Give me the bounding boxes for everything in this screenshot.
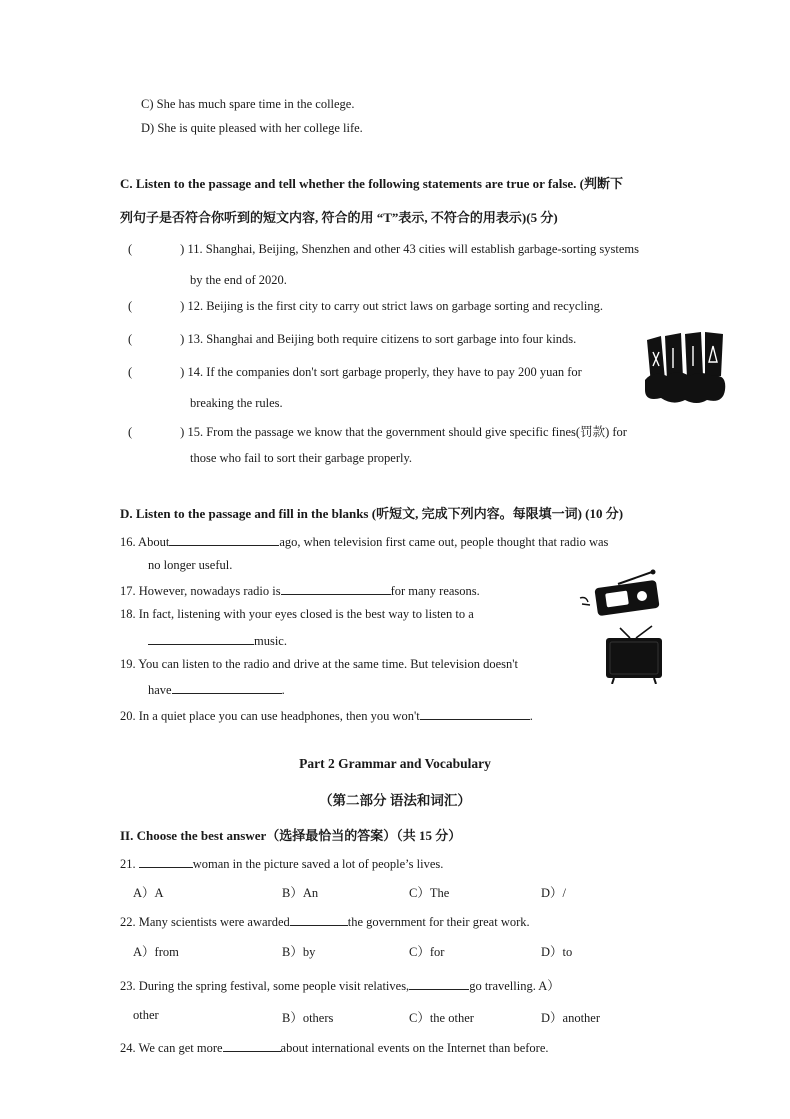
fill-blank[interactable]	[169, 533, 279, 546]
fill-item-18-cont: music.	[148, 632, 287, 649]
answer-blank[interactable]	[139, 855, 193, 868]
tf-item-15: ( ) 15. From the passage we know that the government should give specific fines(罚款) for	[128, 425, 627, 439]
tf-item-12: ( ) 12. Beijing is the first city to carry out strict laws on garbage sorting and recycling.	[128, 299, 603, 313]
fill-item-20: 20. In a quiet place you can use headphones, then you won't .	[120, 709, 533, 723]
question-23: 23. During the spring festival, some people visit relatives, go travelling. A）	[120, 979, 560, 993]
q23-option-a[interactable]: other	[133, 1008, 159, 1022]
option-d-prev: D) She is quite pleased with her college life.	[141, 121, 363, 135]
question-21: 21. woman in the picture saved a lot of people’s lives.	[120, 857, 444, 871]
tf-item-11-cont: by the end of 2020.	[190, 273, 287, 287]
q23-option-b[interactable]: B）others	[282, 1011, 334, 1025]
section-c-title-cn: 列句子是否符合你听到的短文内容, 符合的用 “T”表示, 不符合的用表示)(5 分)	[120, 210, 558, 225]
fill-item-17: 17. However, nowadays radio is for many reasons.	[120, 584, 480, 598]
answer-blank[interactable]	[409, 977, 469, 990]
television-icon	[600, 624, 666, 684]
q22-option-a[interactable]: A）from	[133, 945, 179, 959]
fill-item-16-cont: no longer useful.	[148, 558, 233, 572]
q22-option-c[interactable]: C）for	[409, 945, 445, 959]
q21-option-b[interactable]: B）An	[282, 886, 319, 900]
section-ii-title: II. Choose the best answer（选择最恰当的答案）（共 15 分）	[120, 828, 462, 843]
question-22: 22. Many scientists were awarded the government for their great work.	[120, 915, 530, 929]
q22-option-d[interactable]: D）to	[541, 945, 573, 959]
answer-blank[interactable]: (	[128, 332, 133, 346]
tf-item-14: ( ) 14. If the companies don't sort garbage properly, they have to pay 200 yuan for	[128, 365, 582, 379]
fill-blank[interactable]	[420, 707, 530, 720]
section-c-title: C. Listen to the passage and tell whether the following statements are true or false. (判断下	[120, 176, 623, 191]
fill-item-19-cont: have .	[148, 683, 285, 697]
tf-item-14-cont: breaking the rules.	[190, 396, 283, 410]
q21-option-d[interactable]: D）/	[541, 886, 567, 900]
q22-option-b[interactable]: B）by	[282, 945, 316, 959]
q23-option-c[interactable]: C）the other	[409, 1011, 474, 1025]
answer-blank[interactable]: (	[128, 299, 133, 313]
fill-item-16: 16. About ago, when television first came out, people thought that radio was	[120, 535, 609, 549]
tf-item-13: ( ) 13. Shanghai and Beijing both require citizens to sort garbage into four kinds.	[128, 332, 577, 346]
fill-item-19: 19. You can listen to the radio and drive at the same time. But television doesn't	[120, 657, 519, 671]
fill-blank[interactable]	[281, 582, 391, 595]
tf-item-15-cont: those who fail to sort their garbage properly.	[190, 451, 413, 465]
recycling-bins-icon	[643, 330, 727, 406]
section-d-title: D. Listen to the passage and fill in the blanks (听短文, 完成下列内容。每限填一词) (10 分)	[120, 506, 624, 521]
radio-icon	[578, 568, 664, 620]
q21-option-a[interactable]: A）A	[133, 886, 164, 900]
fill-blank[interactable]	[172, 681, 282, 694]
fill-blank[interactable]	[148, 632, 254, 645]
part2-subtitle: （第二部分 语法和词汇）	[319, 793, 471, 808]
q23-option-d[interactable]: D）another	[541, 1011, 601, 1025]
answer-blank[interactable]	[290, 913, 348, 926]
tf-item-11: ( ) 11. Shanghai, Beijing, Shenzhen and other 43 cities will establish garbage-sorting systems	[128, 242, 640, 256]
answer-blank[interactable]: (	[128, 242, 133, 256]
answer-blank[interactable]: (	[128, 425, 133, 439]
question-24: 24. We can get more about international events on the Internet than before.	[120, 1041, 549, 1055]
option-c-prev: C) She has much spare time in the college.	[141, 97, 355, 111]
fill-item-18: 18. In fact, listening with your eyes closed is the best way to listen to a	[120, 607, 474, 621]
answer-blank[interactable]: (	[128, 365, 133, 379]
answer-blank[interactable]	[223, 1039, 281, 1052]
q21-option-c[interactable]: C）The	[409, 886, 450, 900]
part2-title: Part 2 Grammar and Vocabulary	[299, 756, 491, 771]
